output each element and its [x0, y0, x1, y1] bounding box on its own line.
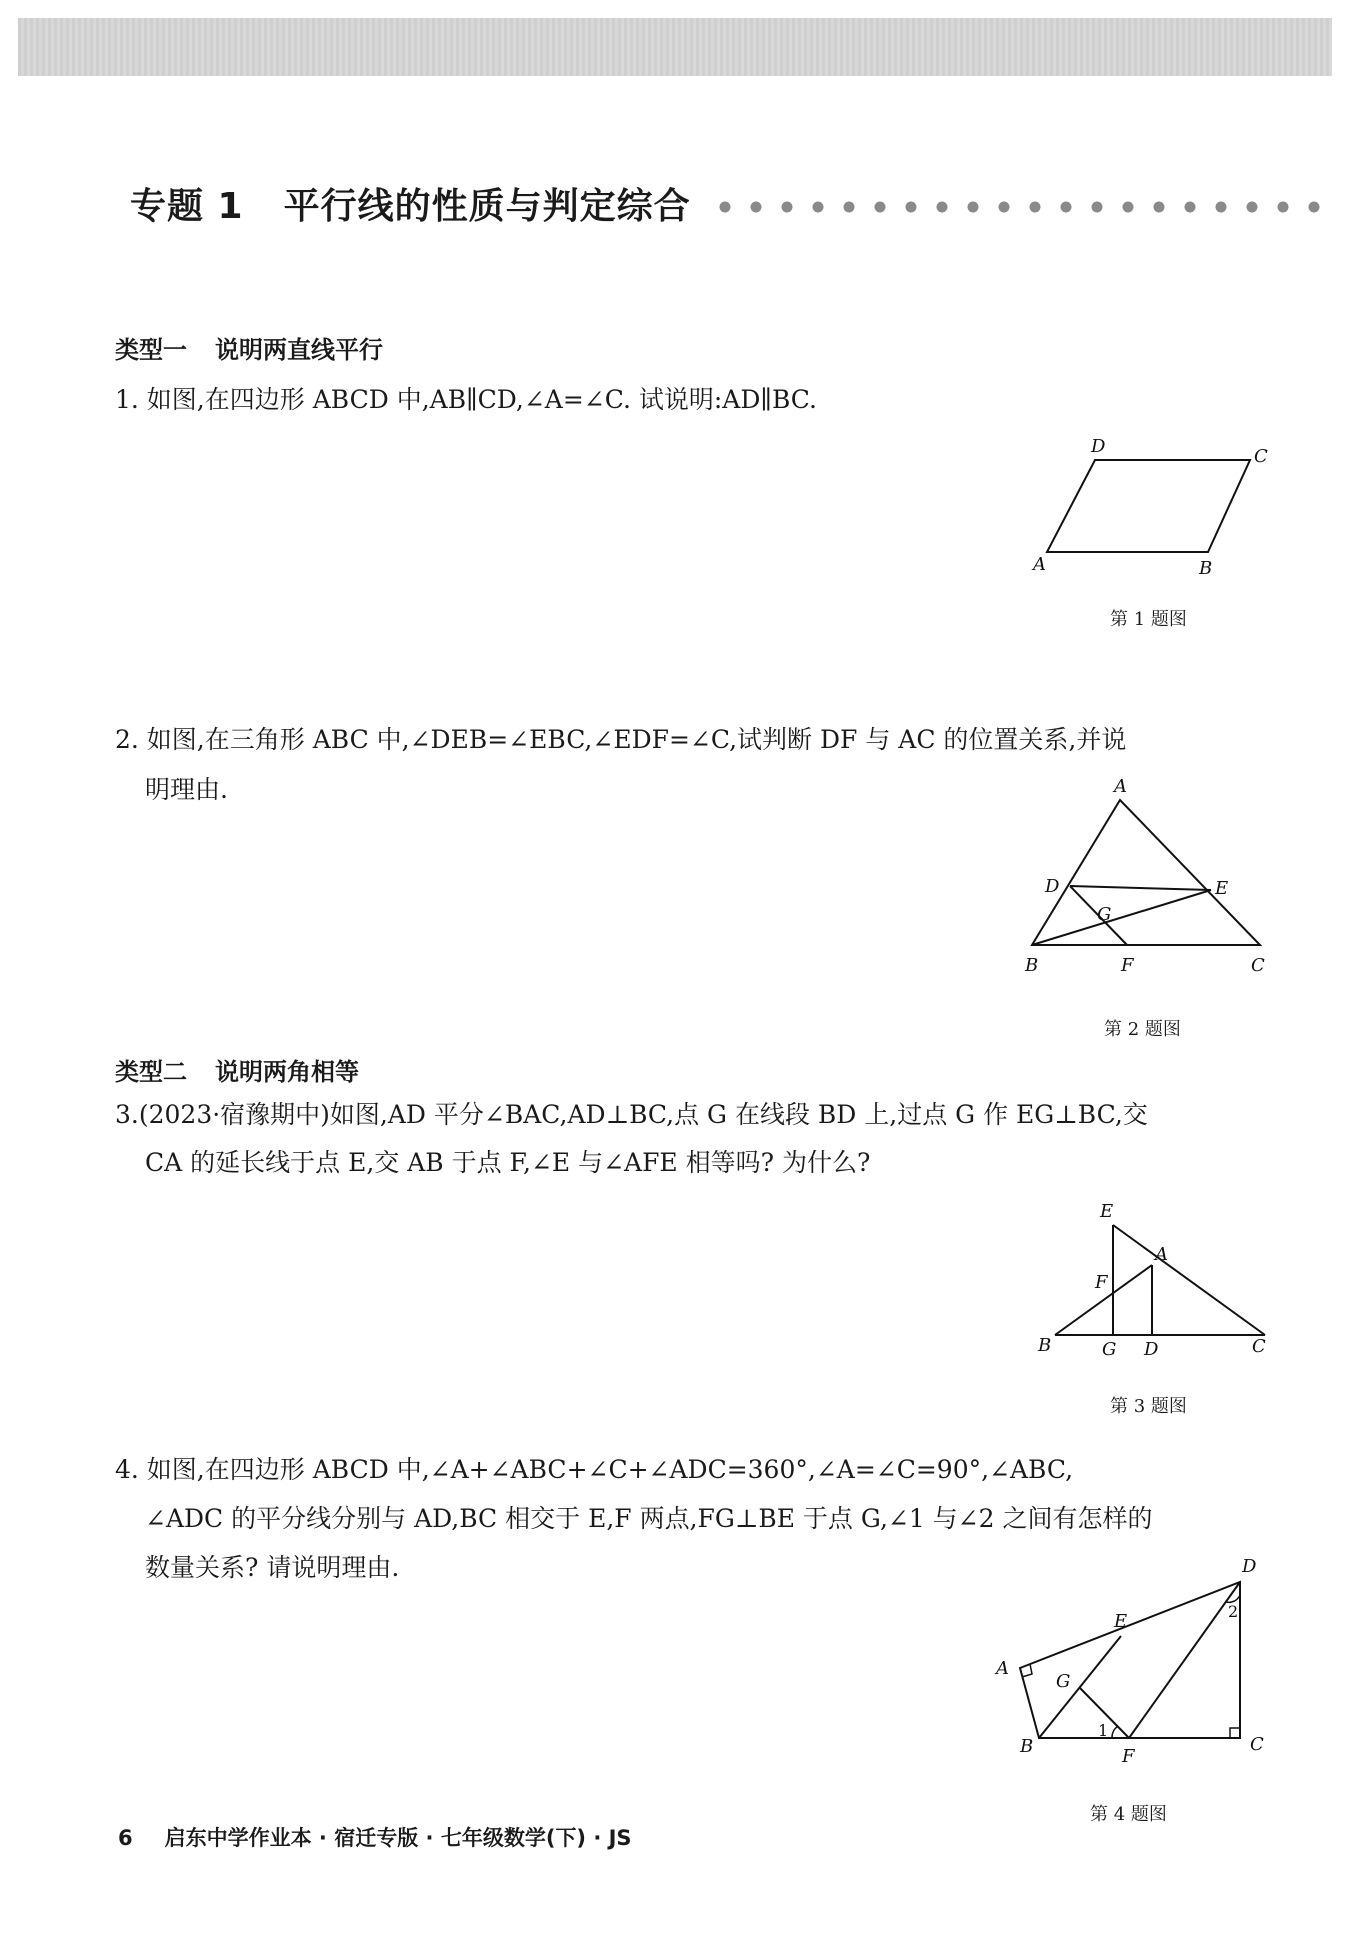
title-dot — [844, 202, 855, 213]
title-dot — [968, 202, 979, 213]
title-dot — [1154, 202, 1165, 213]
figure-2-triangle — [1015, 778, 1280, 983]
fig4-label-c: C — [1250, 1734, 1264, 1755]
fig2-label-g: G — [1097, 904, 1112, 925]
section-label: 类型一 — [115, 336, 187, 364]
figure-4-caption: 第 4 题图 — [1090, 1804, 1167, 1825]
page-top-band — [18, 18, 1332, 76]
figure-2-caption: 第 2 题图 — [1104, 1019, 1181, 1040]
fig4-label-a: A — [996, 1658, 1009, 1679]
fig4-label-b: B — [1020, 1736, 1034, 1757]
fig4-label-e: E — [1114, 1611, 1128, 1632]
figure-1-parallelogram — [1025, 432, 1275, 582]
book-title: 启东中学作业本 · 宿迁专版 · 七年级数学(下) · JS — [164, 1826, 632, 1850]
fig1-label-b: B — [1199, 558, 1213, 579]
title-dot — [1185, 202, 1196, 213]
title-dot — [937, 202, 948, 213]
title-dot — [1030, 202, 1041, 213]
title-dot — [999, 202, 1010, 213]
figure-1-caption: 第 1 题图 — [1110, 609, 1187, 630]
title-dot — [720, 202, 731, 213]
fig4-angle-1: 1 — [1098, 1721, 1109, 1740]
section-title: 说明两直线平行 — [215, 336, 383, 364]
question-4-line-3: 数量关系? 请说明理由. — [145, 1553, 400, 1582]
question-2-line-2: 明理由. — [145, 775, 228, 804]
page-number: 6 — [118, 1826, 133, 1850]
fig2-label-d: D — [1045, 876, 1060, 897]
figure-3-caption: 第 3 题图 — [1110, 1396, 1187, 1417]
fig2-label-f: F — [1121, 955, 1134, 976]
fig2-label-a: A — [1114, 778, 1127, 797]
fig3-label-a: A — [1155, 1244, 1168, 1265]
title-dot — [1123, 202, 1134, 213]
title-dot — [1092, 202, 1103, 213]
section-type-2 — [115, 1052, 359, 1087]
title-dot — [906, 202, 917, 213]
page-footer — [118, 1822, 632, 1852]
title-dot — [813, 202, 824, 213]
figure-4-quadrilateral — [990, 1550, 1275, 1770]
title-dot — [1247, 202, 1258, 213]
title-dot-decoration — [718, 200, 1332, 214]
question-2-line-1: 2. 如图,在三角形 ABC 中,∠DEB=∠EBC,∠EDF=∠C,试判断 DF 与 AC 的位置关系,并说 — [115, 725, 1127, 754]
fig1-label-d: D — [1091, 436, 1106, 457]
fig3-label-e: E — [1100, 1201, 1114, 1222]
fig1-label-a: A — [1033, 554, 1046, 575]
fig4-angle-2: 2 — [1228, 1602, 1239, 1621]
fig4-label-g: G — [1056, 1671, 1071, 1692]
section-title: 说明两角相等 — [215, 1058, 359, 1086]
fig2-label-b: B — [1025, 955, 1039, 976]
fig2-label-e: E — [1215, 878, 1229, 899]
question-1-text: 1. 如图,在四边形 ABCD 中,AB∥CD,∠A=∠C. 试说明:AD∥BC. — [115, 385, 817, 414]
topic-number: 专题 1 — [130, 186, 244, 227]
fig3-label-b: B — [1038, 1335, 1052, 1356]
title-dot — [782, 202, 793, 213]
fig3-label-f: F — [1095, 1272, 1108, 1293]
fig3-label-c: C — [1252, 1336, 1266, 1357]
title-dot — [875, 202, 886, 213]
fig1-label-c: C — [1254, 446, 1268, 467]
fig2-label-c: C — [1251, 955, 1265, 976]
fig4-label-d: D — [1242, 1556, 1257, 1577]
title-dot — [1309, 202, 1320, 213]
title-dot — [1278, 202, 1289, 213]
title-dot — [1061, 202, 1072, 213]
section-label: 类型二 — [115, 1058, 187, 1086]
question-4-line-1: 4. 如图,在四边形 ABCD 中,∠A+∠ABC+∠C+∠ADC=360°,∠A=∠C=90°,∠ABC, — [115, 1455, 1074, 1484]
question-3-line-2: CA 的延长线于点 E,交 AB 于点 F,∠E 与∠AFE 相等吗? 为什么? — [145, 1148, 871, 1177]
topic-title: 平行线的性质与判定综合 — [283, 186, 691, 227]
title-dot — [751, 202, 762, 213]
question-3-line-1: 3.(2023·宿豫期中)如图,AD 平分∠BAC,AD⊥BC,点 G 在线段 BD 上,过点 G 作 EG⊥BC,交 — [115, 1100, 1148, 1129]
question-4-line-2: ∠ADC 的平分线分别与 AD,BC 相交于 E,F 两点,FG⊥BE 于点 G,∠1 与∠2 之间有怎样的 — [145, 1504, 1153, 1533]
figure-3-triangle — [1030, 1195, 1280, 1360]
fig3-label-g: G — [1102, 1339, 1117, 1360]
section-type-1 — [115, 330, 383, 365]
title-dot — [1216, 202, 1227, 213]
fig3-label-d: D — [1144, 1339, 1159, 1360]
topic-heading — [130, 178, 691, 229]
fig4-label-f: F — [1122, 1746, 1135, 1767]
